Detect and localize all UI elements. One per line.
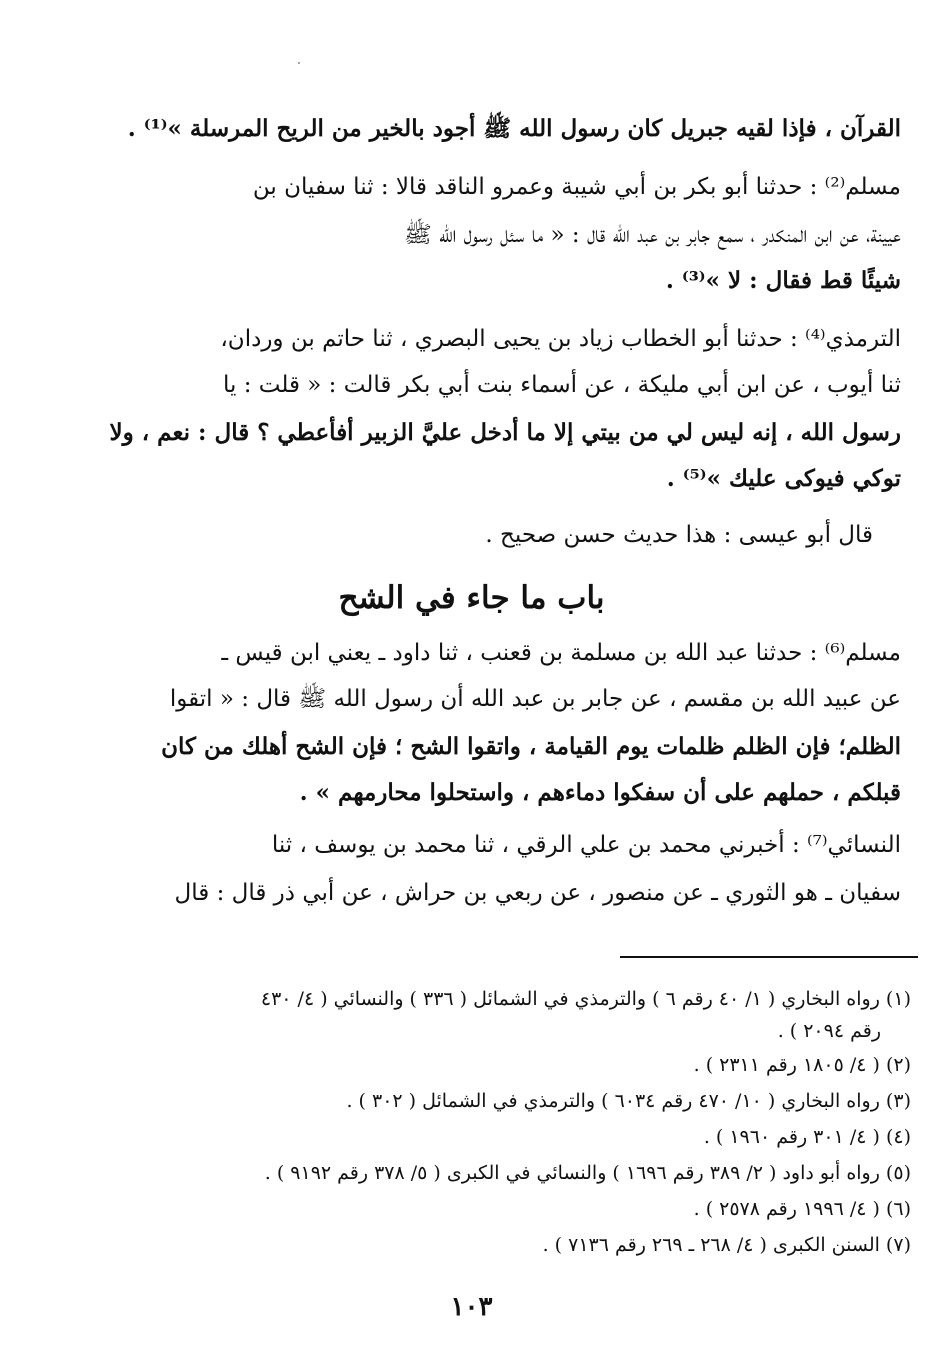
footnote-1-cont: رقم ٢٠٩٤ ) . <box>777 1020 881 1042</box>
text-line-2: مسلم⁽²⁾ : حدثنا أبو بكر بن أبي شيبة وعمرو الناقد قالا : ثنا سفيان بن <box>252 174 901 200</box>
text-line-11: عن عبيد الله بن مقسم ، عن جابر بن عبد الله أن رسول الله ﷺ قال : « اتقوا <box>169 686 901 712</box>
footnote-separator <box>620 956 918 958</box>
text-line-5: الترمذي⁽⁴⁾ : حدثنا أبو الخطاب زياد بن يحيى البصري ، ثنا حاتم بن وردان، <box>220 326 901 352</box>
text-line-10: مسلم⁽⁶⁾ : حدثنا عبد الله بن مسلمة بن قعنب ، ثنا داود ـ يعني ابن قيس ـ <box>221 640 901 666</box>
text-line-14: النسائي⁽⁷⁾ : أخبرني محمد بن علي الرقي ، ثنا محمد بن يوسف ، ثنا <box>271 832 901 858</box>
text-line-12: الظلم؛ فإن الظلم ظلمات يوم القيامة ، واتقوا الشح ؛ فإن الشح أهلك من كان <box>161 733 901 760</box>
text-line-15: سفيان ـ هو الثوري ـ عن منصور ، عن ربعي بن حراش ، عن أبي ذر قال : قال <box>174 880 901 906</box>
footnote-4: (٤) ( ٤/ ٣٠١ رقم ١٩٦٠ ) . <box>703 1126 911 1148</box>
footnote-1: (١) رواه البخاري ( ١/ ٤٠ رقم ٦ ) والترمذي في الشمائل ( ٣٣٦ ) والنسائي ( ٤/ ٤٣٠ <box>260 988 911 1010</box>
page-number: ١٠٣ <box>450 1292 493 1322</box>
text-line-8: توكي فيوكى عليك »⁽⁵⁾ . <box>666 465 901 492</box>
footnote-2: (٢) ( ٤/ ١٨٠٥ رقم ٢٣١١ ) . <box>693 1054 911 1076</box>
text-line-4: شيئًا قط فقال : لا »⁽³⁾ . <box>665 267 901 294</box>
text-line-6: ثنا أيوب ، عن ابن أبي مليكة ، عن أسماء بنت أبي بكر قالت : « قلت : يا <box>223 372 901 398</box>
text-line-9: قال أبو عيسى : هذا حديث حسن صحيح . <box>485 522 873 548</box>
text-line-1: القرآن ، فإذا لقيه جبريل كان رسول الله ﷺ أجود بالخير من الريح المرسلة »⁽¹⁾ . <box>127 115 901 142</box>
text-line-3: عيينة، عن ابن المنكدر ، سمع جابر بن عبد الله قال : « ما سئل رسول الله ﷺ <box>404 222 901 248</box>
footnote-7: (٧) السنن الكبرى ( ٤/ ٢٦٨ ـ ٢٦٩ رقم ٧١٣٦ ) . <box>542 1234 911 1256</box>
scan-speck <box>298 62 300 64</box>
footnote-3: (٣) رواه البخاري ( ١٠/ ٤٧٠ رقم ٦٠٣٤ ) والترمذي في الشمائل ( ٣٠٢ ) . <box>346 1090 911 1112</box>
section-heading: باب ما جاء في الشح <box>338 580 605 616</box>
footnote-6: (٦) ( ٤/ ١٩٩٦ رقم ٢٥٧٨ ) . <box>693 1198 911 1220</box>
text-line-7: رسول الله ، إنه ليس لي من بيتي إلا ما أدخل عليَّ الزبير أفأعطي ؟ قال : نعم ، ولا <box>109 419 901 446</box>
text-line-13: قبلكم ، حملهم على أن سفكوا دماءهم ، واستحلوا محارمهم » . <box>299 779 901 806</box>
footnote-5: (٥) رواه أبو داود ( ٢/ ٣٨٩ رقم ١٦٩٦ ) والنسائي في الكبرى ( ٥/ ٣٧٨ رقم ٩١٩٢ ) . <box>264 1162 911 1184</box>
